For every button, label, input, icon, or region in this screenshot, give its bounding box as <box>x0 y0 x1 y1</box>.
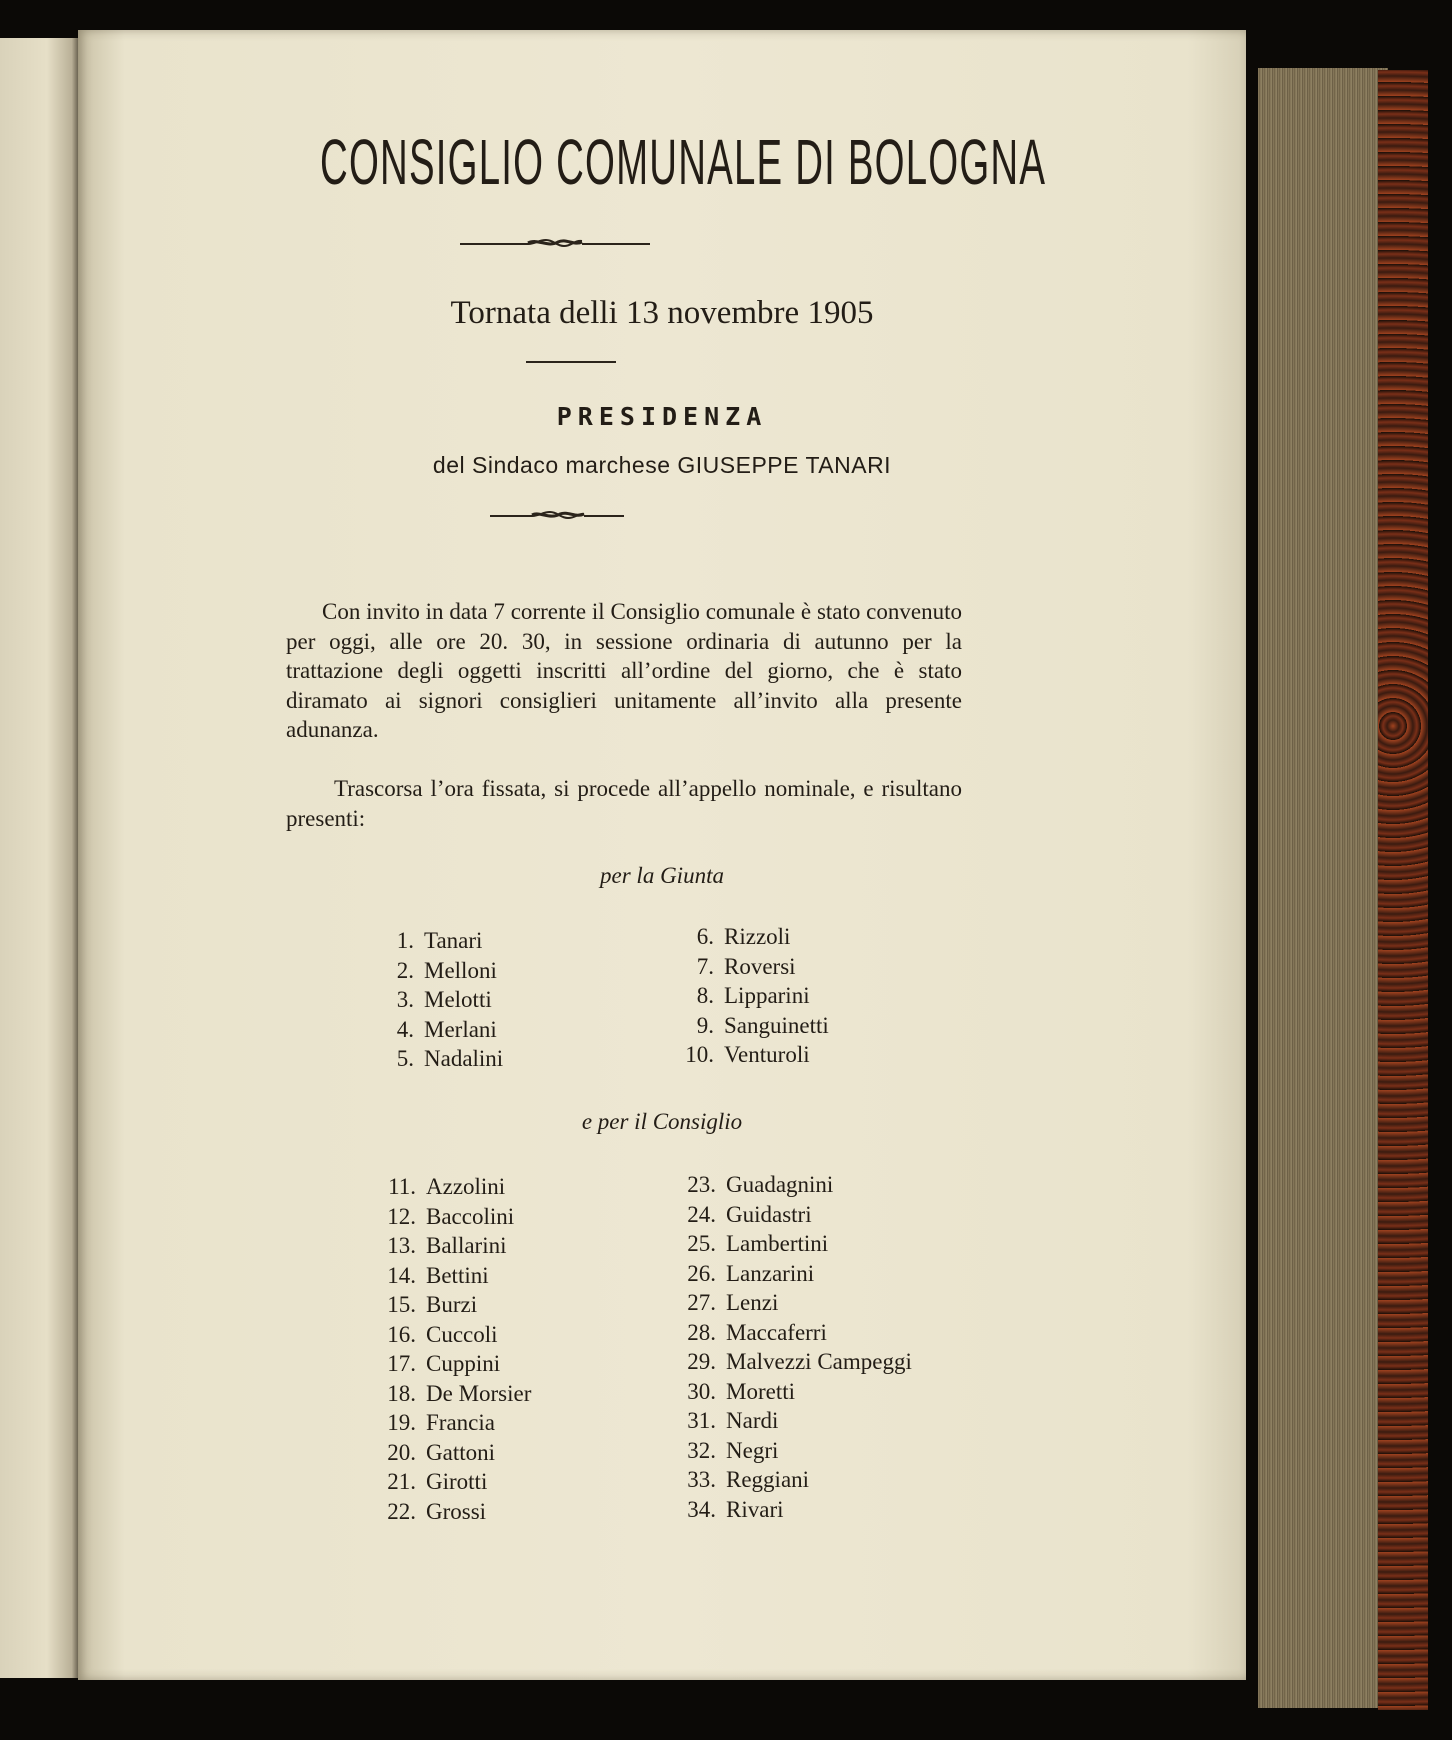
list-item: 29. Malvezzi Campeggi <box>687 1349 912 1374</box>
presidenza-heading: PRESIDENZA <box>556 402 768 431</box>
page-title: CONSIGLIO COMUNALE DI BOLOGNA <box>320 126 1047 198</box>
book-page-edges <box>1258 68 1388 1708</box>
list-item: 16. Cuccoli <box>387 1321 498 1347</box>
list-item: 9. Sanguinetti <box>696 1012 829 1038</box>
giunta-list-left <box>370 926 503 1074</box>
document-page <box>78 30 1246 1680</box>
list-item: 8. Lipparini <box>696 983 810 1008</box>
list-item: 30. Moretti <box>687 1378 795 1404</box>
consiglio-list-right <box>668 1170 912 1524</box>
list-item: 13. Ballarini <box>387 1233 507 1258</box>
list-item: 25. Lambertini <box>687 1231 829 1256</box>
consiglio-list-left <box>368 1172 531 1526</box>
ornament-divider-middle <box>488 509 626 521</box>
title-block <box>78 0 1246 250</box>
list-item: 31. Nardi <box>687 1408 779 1433</box>
list-item: 11. Azzolini <box>388 1174 506 1199</box>
list-item: 1. Tanari <box>396 928 483 953</box>
marbled-cover <box>1378 70 1428 1710</box>
left-facing-page <box>0 38 78 1678</box>
list-item: 7. Roversi <box>696 953 796 979</box>
list-item: 28. Maccaferri <box>687 1319 827 1345</box>
list-item: 12. Baccolini <box>387 1203 515 1229</box>
list-item: 34. Rivari <box>687 1496 784 1522</box>
list-item: 32. Negri <box>687 1437 779 1463</box>
session-date: Tornata delli 13 novembre 1905 <box>450 295 874 331</box>
list-item: 24. Guidastri <box>687 1201 812 1227</box>
giunta-heading: per la Giunta <box>600 863 724 888</box>
list-item: 2. Melloni <box>396 957 497 983</box>
list-item: 5. Nadalini <box>396 1046 504 1071</box>
list-item: 6. Rizzoli <box>696 924 791 949</box>
list-item: 17. Cuppini <box>387 1351 501 1376</box>
list-item: 10. Venturoli <box>685 1042 810 1067</box>
giunta-list-right <box>666 922 829 1070</box>
convocation-paragraph: Con invito in data 7 corrente il Consiglio comunale è stato convenuto per oggi, alle ore 20. 30, in sessione ordinaria di autunno per la trattazione degli oggetti inscritti all’ordine del giorno, che è stato diramato ai signori consiglieri unitamente all’invito alla presente adunanza. <box>286 599 962 742</box>
list-item: 22. Grossi <box>387 1498 487 1524</box>
list-item: 15. Burzi <box>387 1292 478 1317</box>
short-rule <box>526 361 616 363</box>
list-item: 19. Francia <box>387 1410 495 1435</box>
list-item: 4. Merlani <box>396 1016 497 1042</box>
list-item: 21. Girotti <box>387 1469 488 1494</box>
list-item: 26. Lanzarini <box>687 1260 815 1286</box>
list-item: 3. Melotti <box>396 987 492 1012</box>
list-item: 20. Gattoni <box>387 1439 495 1465</box>
presiding-mayor: del Sindaco marchese GIUSEPPE TANARI <box>432 452 892 478</box>
consiglio-heading: e per il Consiglio <box>581 1109 743 1134</box>
list-item: 33. Reggiani <box>687 1467 810 1492</box>
list-item: 23. Guadagnini <box>687 1172 834 1197</box>
list-item: 14. Bettini <box>387 1262 489 1288</box>
rollcall-paragraph: Trascorsa l’ora fissata, si procede all’appello nominale, e risultano presenti: <box>286 776 962 831</box>
list-item: 18. De Morsier <box>387 1380 532 1406</box>
list-item: 27. Lenzi <box>687 1290 779 1315</box>
ornament-divider-top <box>458 236 652 250</box>
